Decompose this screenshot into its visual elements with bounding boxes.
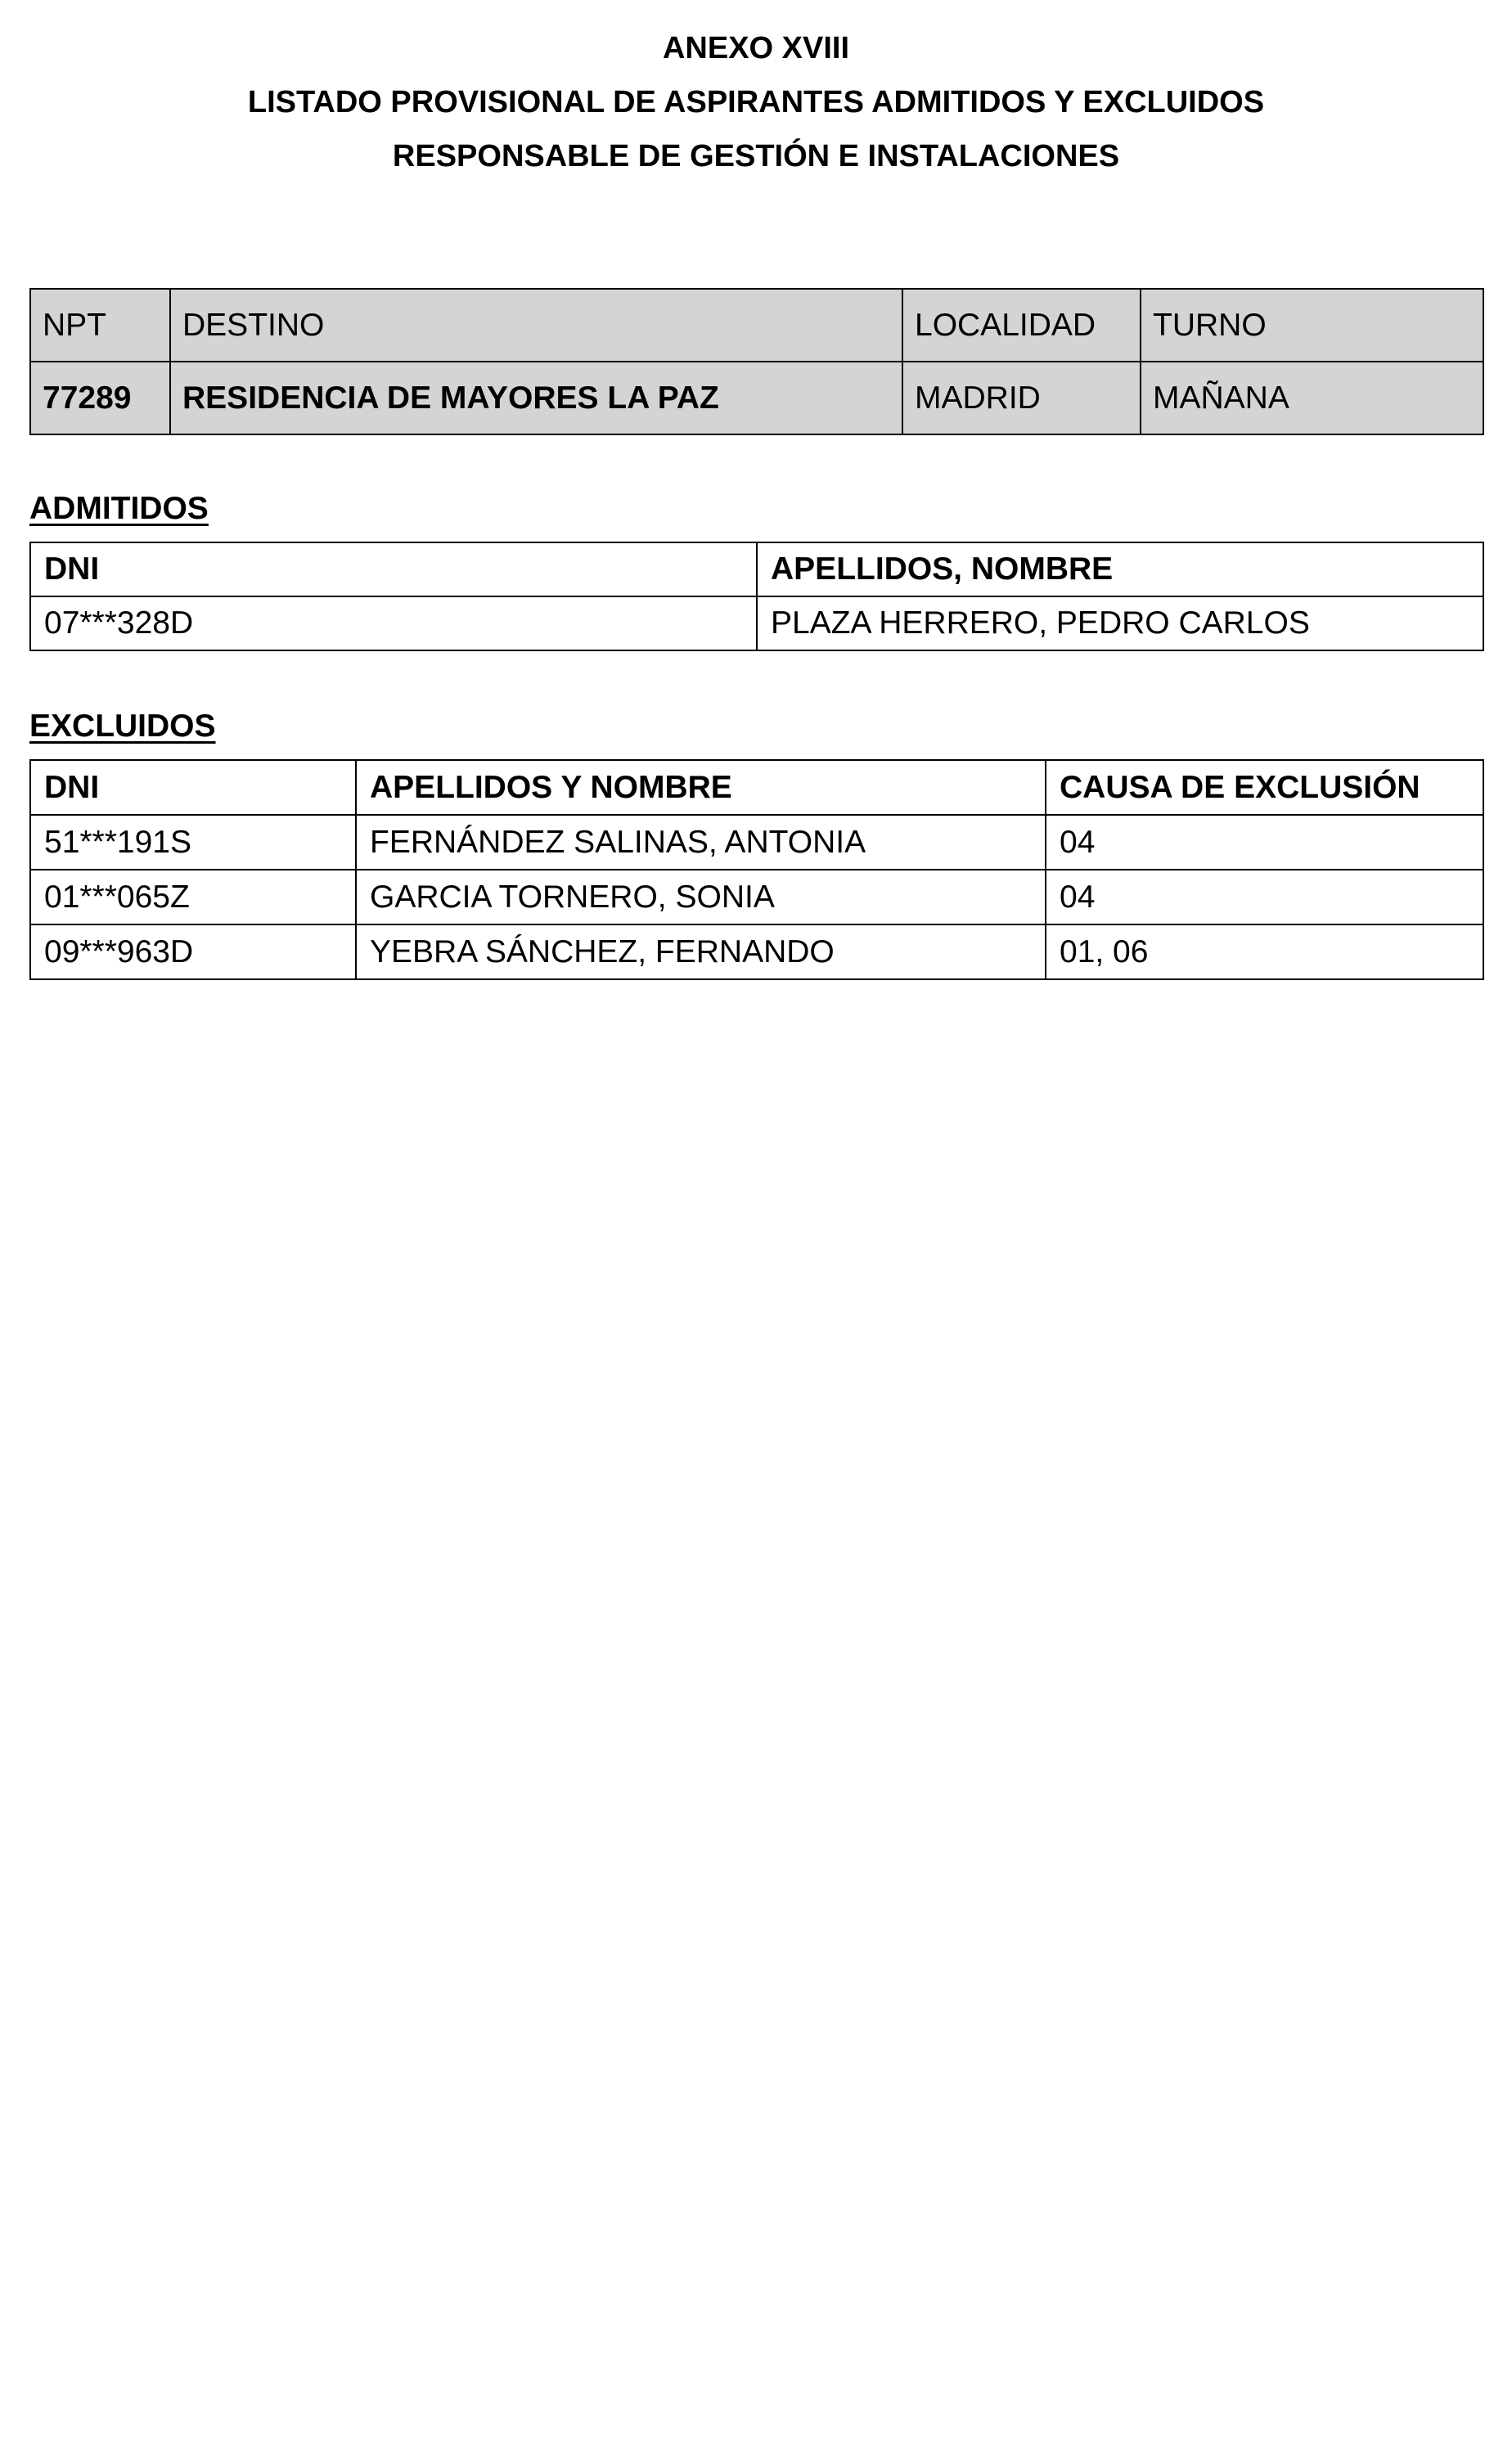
destino-table (29, 288, 1484, 435)
cause-cell: 04 (1046, 870, 1483, 924)
name-cell: PLAZA HERRERO, PEDRO CARLOS (757, 596, 1483, 650)
turno-value: MAÑANA (1141, 362, 1483, 434)
header-apellidos-y-nombre: APELLIDOS Y NOMBRE (356, 760, 1046, 815)
name-cell: FERNÁNDEZ SALINAS, ANTONIA (356, 815, 1046, 870)
header-localidad: LOCALIDAD (902, 289, 1141, 362)
destino-row (30, 362, 1483, 434)
annex-title: ANEXO XVIII (662, 31, 850, 65)
document-header (0, 21, 1512, 183)
admitidos-table (29, 542, 1484, 651)
header-destino: DESTINO (170, 289, 902, 362)
header-apellidos-nombre: APELLIDOS, NOMBRE (757, 542, 1483, 596)
cause-cell: 04 (1046, 815, 1483, 870)
position-title: RESPONSABLE DE GESTIÓN E INSTALACIONES (392, 139, 1120, 173)
destino-header-row (30, 289, 1483, 362)
table-row (30, 924, 1483, 979)
localidad-value: MADRID (902, 362, 1141, 434)
excluidos-title: EXCLUIDOS (29, 708, 216, 744)
header-turno: TURNO (1141, 289, 1483, 362)
npt-value: 77289 (30, 362, 170, 434)
dni-cell: 51***191S (30, 815, 356, 870)
header-npt: NPT (30, 289, 170, 362)
header-dni: DNI (30, 760, 356, 815)
table-row (30, 815, 1483, 870)
dni-cell: 01***065Z (30, 870, 356, 924)
name-cell: GARCIA TORNERO, SONIA (356, 870, 1046, 924)
table-row (30, 870, 1483, 924)
excluidos-header-row (30, 760, 1483, 815)
admitidos-title: ADMITIDOS (29, 491, 209, 526)
destino-value: RESIDENCIA DE MAYORES LA PAZ (170, 362, 902, 434)
table-row (30, 596, 1483, 650)
dni-cell: 09***963D (30, 924, 356, 979)
cause-cell: 01, 06 (1046, 924, 1483, 979)
header-dni: DNI (30, 542, 757, 596)
admitidos-header-row (30, 542, 1483, 596)
list-title: LISTADO PROVISIONAL DE ASPIRANTES ADMITIDOS Y EXCLUIDOS (247, 85, 1265, 119)
excluidos-table (29, 759, 1484, 980)
name-cell: YEBRA SÁNCHEZ, FERNANDO (356, 924, 1046, 979)
dni-cell: 07***328D (30, 596, 757, 650)
header-causa-exclusion: CAUSA DE EXCLUSIÓN (1046, 760, 1483, 815)
